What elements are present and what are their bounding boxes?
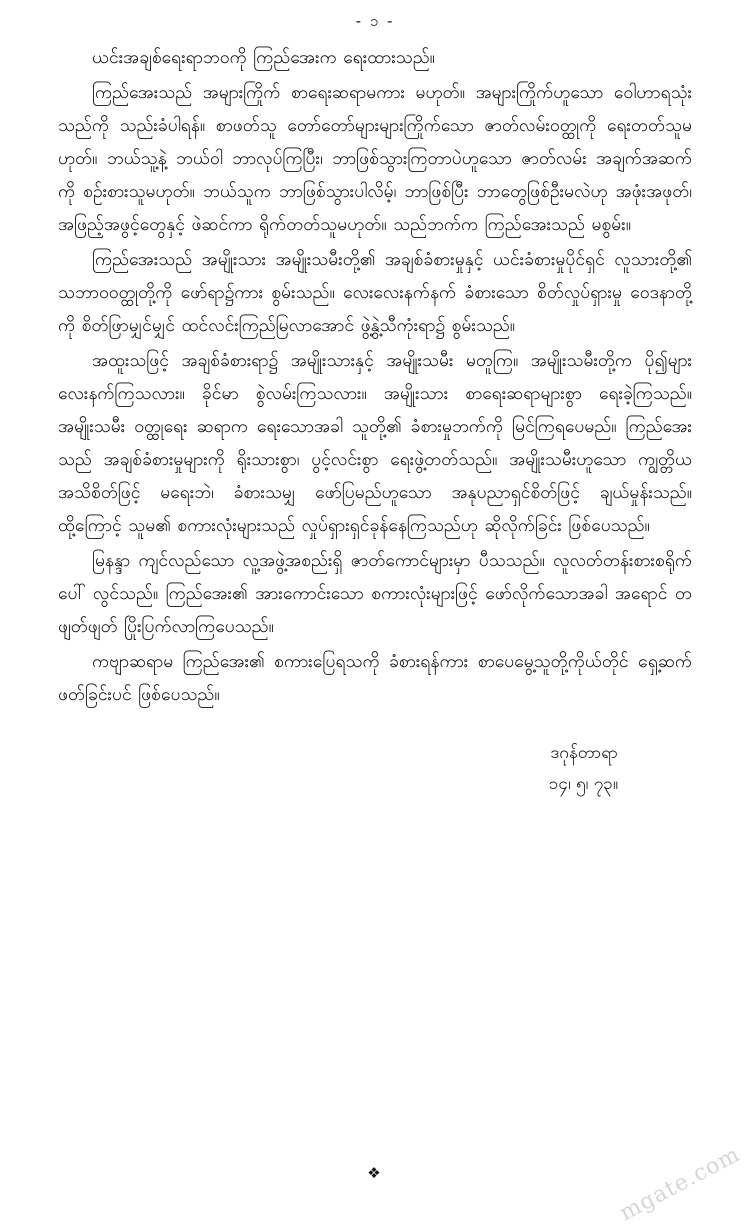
paragraph: ကြည်အေးသည် အမျိုးသား အမျိုးသမီးတို့၏ အချစ်ခံစားမှုနှင့် ယင်းခံစားမှုပိုင်ရှင် လူသားတို့၏ သဘာဝဝတ္ထုတို့ကို ဖော်ရာ၌ကား စွမ်းသည်။ လေးလေးနက်နက် ခံစားသော စိတ်လှုပ်ရှားမှု ဝေဒနာတို့ကို စိတ်ဖြာမျှင်မျှင် ထင်လင်းကြည်မြလာအောင် ဖွဲ့နွဲ့သီကုံးရာ၌ စွမ်းသည်။	[58, 250, 692, 336]
signature-date: ၁၄၊ ၅၊ ၇၃။	[548, 774, 618, 794]
signature-name: ဒဂုန်တာရာ	[550, 743, 618, 763]
paragraph: မြနန္ဒာ ကျင်လည်သော လူ့အဖွဲ့အစည်းရှိ ဇာတ်ကောင်များမှာ ပီသသည်။ လူလတ်တန်းစားစရိုက် ပေါ် လွင်သည်။ ကြည်အေး၏ အားကောင်းသော စကားလုံးများဖြင့် ဖော်လိုက်သောအခါ အရောင် တဖျတ်ဖျတ် ပြိုးပြက်လာကြပေသည်။	[58, 551, 692, 637]
paragraph: ကဗျာဆရာမ ကြည်အေး၏ စကားပြေရသကို ခံစားရန်ကား စာပေမွေ့သူတို့ကိုယ်တိုင် ရှေ့ဆက်ဖတ်ခြင်းပင် ဖြစ်ပေသည်။	[58, 652, 692, 705]
body-text	[0, 34, 750, 800]
paragraph: ယင်းအချစ်ရေးရာဘဝကို ကြည်အေးက ရေးထားသည်။	[92, 48, 435, 68]
paragraph: ကြည်အေးသည် အများကြိုက် စာရေးဆရာမကား မဟုတ်။ အများကြိုက်ဟူသော ဝေါဟာရသုံးသည်ကို သည်းခံပါရန်။ စာဖတ်သူ တော်တော်များများကြိုက်သော ဇာတ်လမ်းဝတ္ထုကို ရေးတတ်သူမဟုတ်။ ဘယ်သူ့နဲ့ ဘယ်ဝါ ဘာလုပ်ကြပြီး၊ ဘာဖြစ်သွားကြတာပဲဟူသော ဇာတ်လမ်း အချက်အဆက်ကို စဉ်းစားသူမဟုတ်။ ဘယ်သူက ဘာဖြစ်သွားပါလိမ့်၊ ဘာဖြစ်ပြီး ဘာတွေဖြစ်ဦးမလဲဟု အဖုံးအဖုတ်၊ အဖြည့်အဖွင့်တွေနှင့် ဖဲဆင်ကာ ရိုက်တတ်သူမဟုတ်။ သည်ဘက်က ကြည်အေးသည် မစွမ်း။	[58, 83, 692, 235]
watermark: mgate.com	[615, 1141, 744, 1226]
paragraph: အထူးသဖြင့် အချစ်ခံစားရာ၌ အမျိုးသားနှင့် အမျိုးသမီး မတူကြ။ အမျိုးသမီးတို့က ပို၍များ လေးနက်ကြသလား။ ခိုင်မာ စွဲလမ်းကြသလား။ အမျိုးသား စာရေးဆရာများစွာ ရေးခဲ့ကြသည်။ အမျိုးသမီး ဝတ္ထုရေး ဆရာက ရေးသောအခါ သူတို့၏ ခံစားမှုဘက်ကို မြင်ကြရပေမည်။ ကြည်အေးသည် အချစ်ခံစားမှုများကို ရိုးသားစွာ၊ ပွင့်လင်းစွာ ရေးဖွဲ့တတ်သည်။ အမျိုးသမီးဟူသော ကျွတ္တိယအသိစိတ်ဖြင့် မရေးဘဲ၊ ခံစားသမျှ ဖော်ပြမည်ဟူသော အနုပညာရှင်စိတ်ဖြင့် ချယ်မှုန်းသည်။ ထို့ကြောင့် သူမ၏ စကားလုံးများသည် လှုပ်ရှားရှင်ခုန်နေကြသည်ဟု ဆိုလိုက်ခြင်း ဖြစ်ပေသည်။	[58, 351, 692, 536]
page-number: - ၁ -	[355, 12, 395, 30]
ornament-divider-icon: ❖	[367, 1164, 383, 1182]
signature-block	[58, 738, 692, 800]
